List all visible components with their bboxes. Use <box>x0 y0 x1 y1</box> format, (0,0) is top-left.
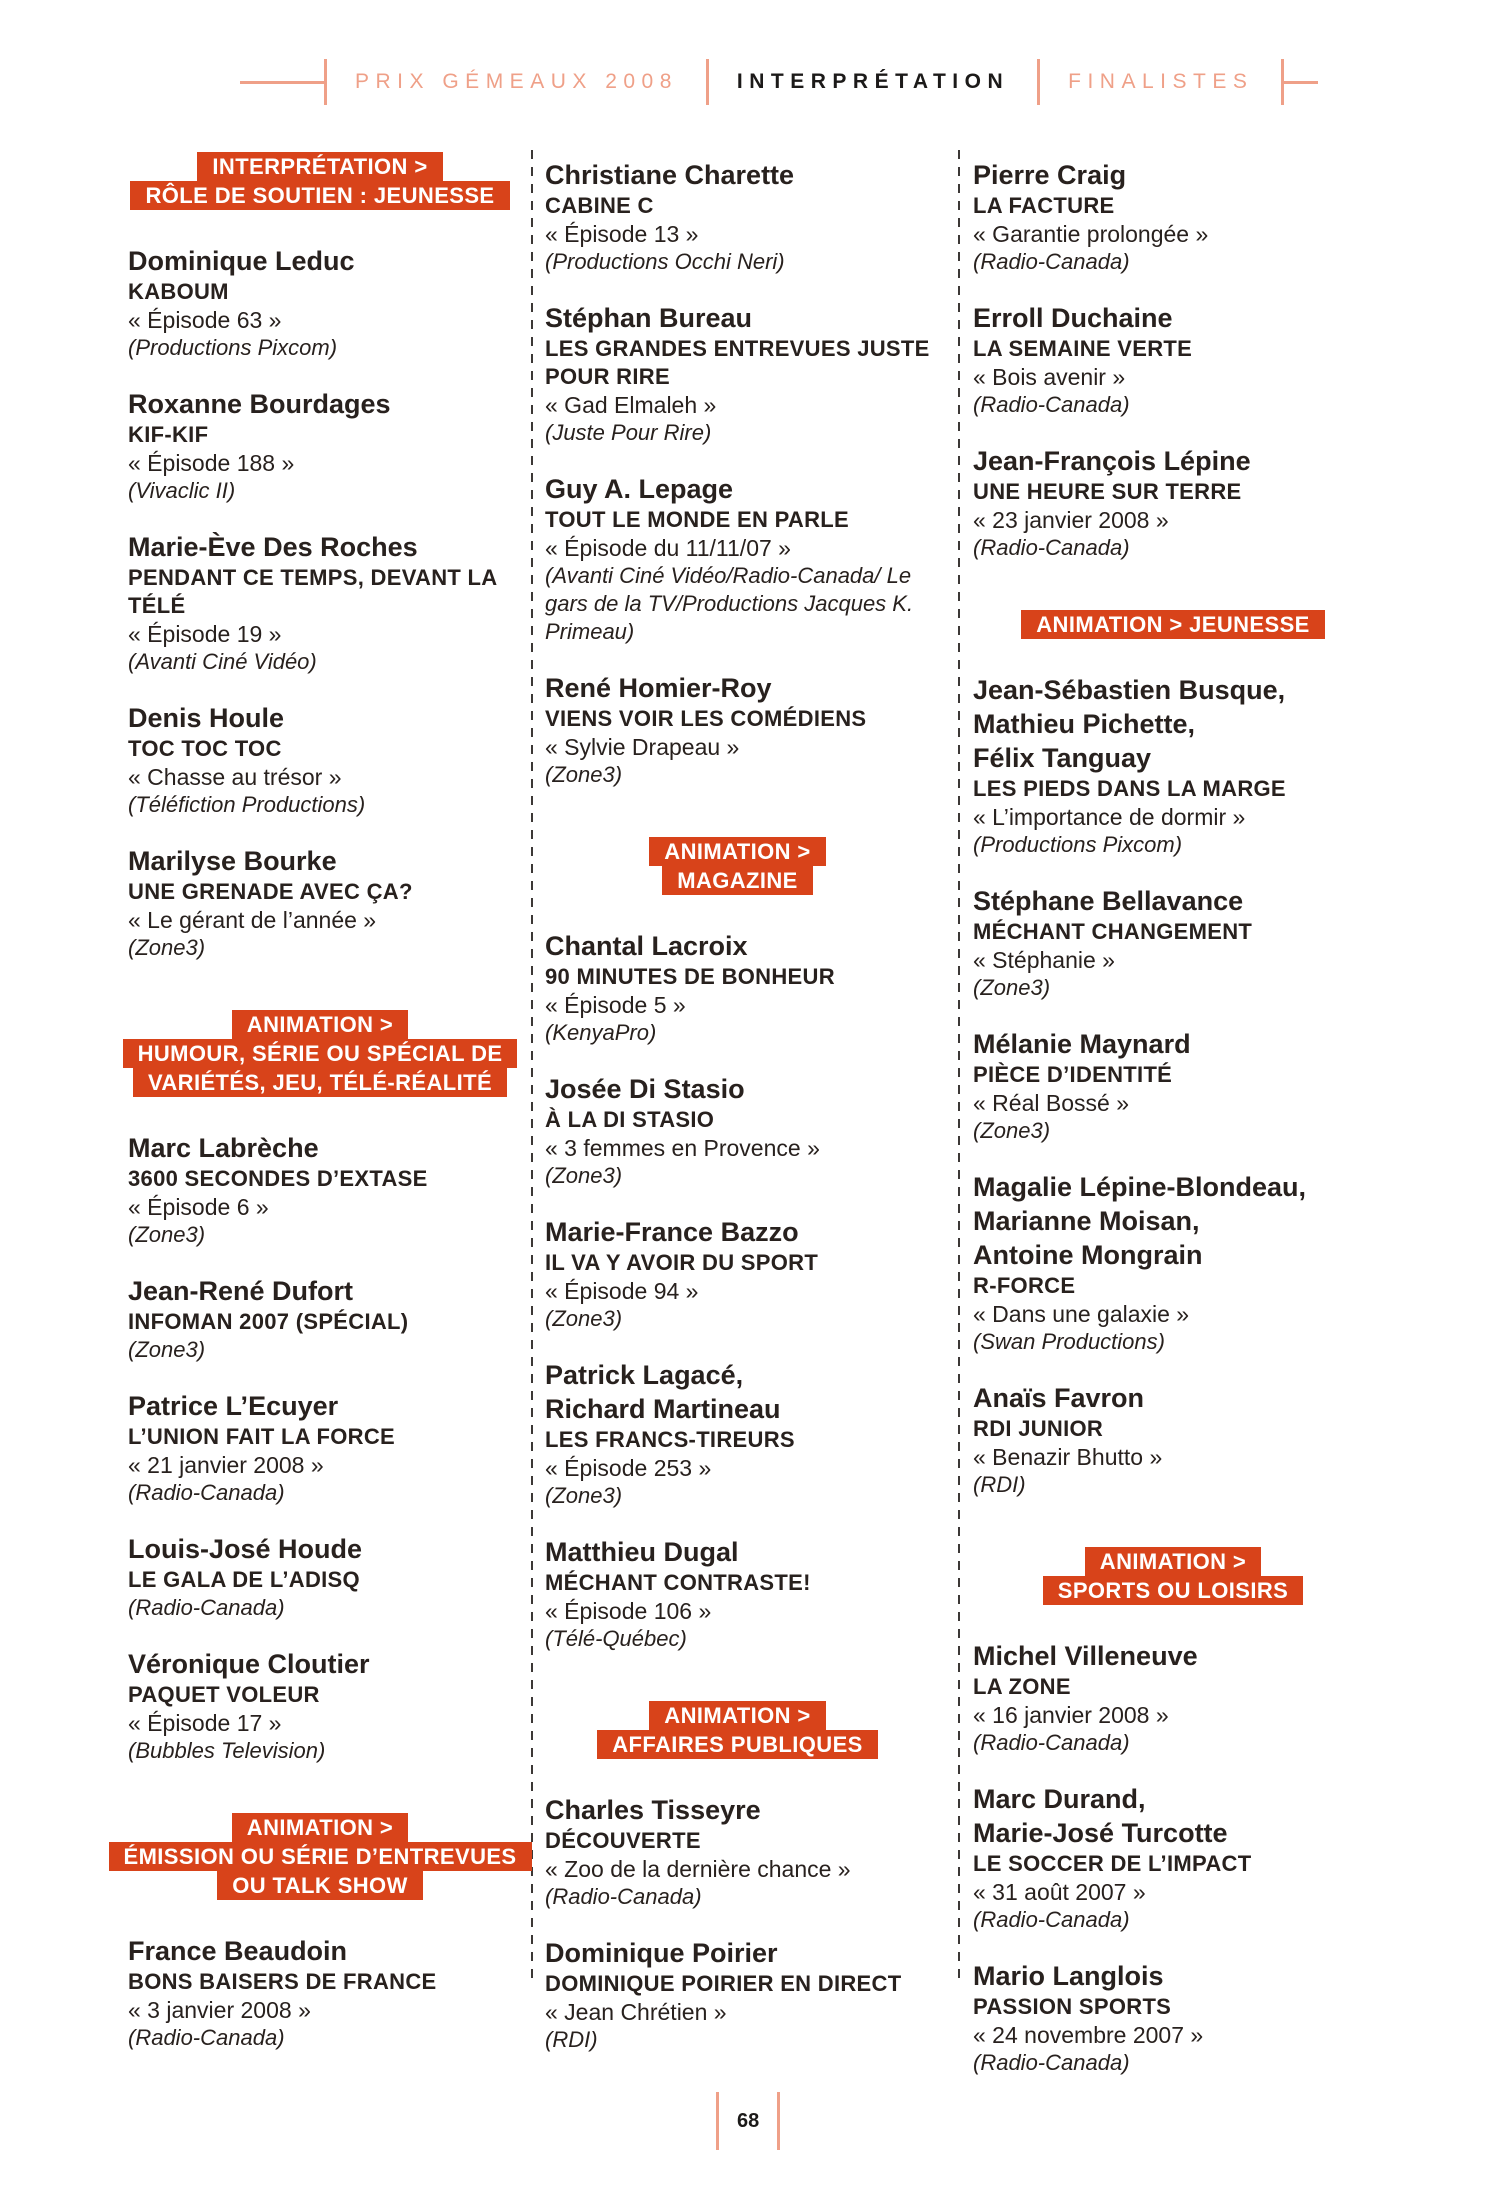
category-badge-line: ANIMATION > <box>232 1010 408 1039</box>
nominee-entry <box>128 1934 512 2052</box>
category-badge-line: OU TALK SHOW <box>217 1871 422 1900</box>
production-company: (Radio-Canada) <box>973 392 1130 417</box>
episode-title: « Épisode 19 » <box>128 621 282 647</box>
episode-title: « 23 janvier 2008 » <box>973 507 1169 533</box>
nominee-entry <box>128 244 512 362</box>
episode-title: « Sylvie Drapeau » <box>545 734 740 760</box>
nominee-name: Dominique Leduc <box>128 246 355 276</box>
nominee-entry <box>545 1936 930 2054</box>
episode-title: « Épisode 106 » <box>545 1598 712 1624</box>
header-rule-left <box>240 81 324 84</box>
production-company: (Radio-Canada) <box>973 1907 1130 1932</box>
column-3 <box>973 158 1373 2102</box>
production-company: (Zone3) <box>545 1306 623 1331</box>
show-title: KIF-KIF <box>128 422 209 447</box>
episode-title: « Le gérant de l’année » <box>128 907 377 933</box>
production-company: (Zone3) <box>545 762 623 787</box>
nominee-name: René Homier-Roy <box>545 673 772 703</box>
production-company: (Radio-Canada) <box>128 1480 285 1505</box>
nominee-name: Louis-José Houde <box>128 1534 363 1564</box>
nominee-entry <box>545 301 930 447</box>
production-company: (Swan Productions) <box>973 1329 1165 1354</box>
nominee-entry <box>128 1647 512 1765</box>
nominee-name: Marie-France Bazzo <box>545 1217 799 1247</box>
column-divider <box>958 150 960 1985</box>
production-company: (Avanti Ciné Vidéo) <box>128 649 317 674</box>
production-company: (Productions Occhi Neri) <box>545 249 785 274</box>
nominee-entry <box>545 1535 930 1653</box>
show-title: LA FACTURE <box>973 193 1115 218</box>
show-title: TOC TOC TOC <box>128 736 282 761</box>
nominee-entry <box>545 1072 930 1190</box>
category-badge-line: MAGAZINE <box>662 866 813 895</box>
category-badge-line: VARIÉTÉS, JEU, TÉLÉ-RÉALITÉ <box>133 1068 507 1097</box>
nominee-name: Richard Martineau <box>545 1394 781 1424</box>
category-badge-line: RÔLE DE SOUTIEN : JEUNESSE <box>130 181 509 210</box>
category-badge <box>973 1547 1373 1605</box>
episode-title: « Benazir Bhutto » <box>973 1444 1163 1470</box>
nominee-entry <box>545 671 930 789</box>
category-badge-line: ÉMISSION OU SÉRIE D’ENTREVUES <box>109 1842 532 1871</box>
nominee-name: Marie-José Turcotte <box>973 1818 1228 1848</box>
production-company: (Zone3) <box>128 1337 206 1362</box>
nominee-name: Antoine Mongrain <box>973 1240 1203 1270</box>
nominee-entry <box>545 1793 930 1911</box>
episode-title: « Épisode 63 » <box>128 307 282 333</box>
show-title: PAQUET VOLEUR <box>128 1682 320 1707</box>
show-title: PASSION SPORTS <box>973 1994 1172 2019</box>
episode-title: « Réal Bossé » <box>973 1090 1129 1116</box>
category-badge-line: HUMOUR, SÉRIE OU SPÉCIAL DE <box>123 1039 518 1068</box>
production-company: (KenyaPro) <box>545 1020 657 1045</box>
episode-title: « Stéphanie » <box>973 947 1115 973</box>
show-title: LES GRANDES ENTREVUES JUSTE POUR RIRE <box>545 336 930 389</box>
show-title: LES FRANCS-TIREURS <box>545 1427 795 1452</box>
episode-title: « L’importance de dormir » <box>973 804 1246 830</box>
nominee-entry <box>973 673 1373 859</box>
page-type-label: FINALISTES <box>1068 70 1254 93</box>
show-title: LES PIEDS DANS LA MARGE <box>973 776 1286 801</box>
nominee-name: Christiane Charette <box>545 160 795 190</box>
section-title: INTERPRÉTATION <box>736 70 1010 93</box>
show-title: KABOUM <box>128 279 229 304</box>
show-title: MÉCHANT CONTRASTE! <box>545 1570 811 1595</box>
nominee-entry <box>973 158 1373 276</box>
nominee-name: Roxanne Bourdages <box>128 389 391 419</box>
production-company: (Radio-Canada) <box>545 1884 702 1909</box>
show-title: L’UNION FAIT LA FORCE <box>128 1424 396 1449</box>
show-title: MÉCHANT CHANGEMENT <box>973 919 1253 944</box>
episode-title: « Garantie prolongée » <box>973 221 1209 247</box>
nominee-name: Marianne Moisan, <box>973 1206 1200 1236</box>
episode-title: « Jean Chrétien » <box>545 1999 727 2025</box>
nominee-entry <box>973 1170 1373 1356</box>
show-title: 3600 SECONDES D’EXTASE <box>128 1166 428 1191</box>
show-title: DÉCOUVERTE <box>545 1828 701 1853</box>
production-company: (Radio-Canada) <box>973 535 1130 560</box>
production-company: (RDI) <box>545 2027 598 2052</box>
production-company: (Vivaclic II) <box>128 478 236 503</box>
episode-title: « 3 janvier 2008 » <box>128 1997 311 2023</box>
category-badge <box>128 1010 512 1097</box>
category-badge-line: ANIMATION > <box>649 837 825 866</box>
column-1 <box>123 152 517 2077</box>
production-company: (RDI) <box>973 1472 1026 1497</box>
category-badge-line: SPORTS OU LOISIRS <box>1043 1576 1304 1605</box>
footer-divider <box>777 2092 780 2150</box>
show-title: LE GALA DE L’ADISQ <box>128 1567 360 1592</box>
show-title: IL VA Y AVOIR DU SPORT <box>545 1250 819 1275</box>
nominee-name: Patrice L’Ecuyer <box>128 1391 339 1421</box>
show-title: UNE HEURE SUR TERRE <box>973 479 1242 504</box>
production-company: (Zone3) <box>128 935 206 960</box>
nominee-entry <box>973 301 1373 419</box>
production-company: (Zone3) <box>973 1118 1051 1143</box>
nominee-name: Patrick Lagacé, <box>545 1360 744 1390</box>
nominee-entry <box>128 844 512 962</box>
nominee-name: Mario Langlois <box>973 1961 1164 1991</box>
nominee-name: Magalie Lépine-Blondeau, <box>973 1172 1307 1202</box>
category-badge <box>973 610 1373 639</box>
production-company: (Bubbles Television) <box>128 1738 326 1763</box>
episode-title: « 16 janvier 2008 » <box>973 1702 1169 1728</box>
episode-title: « Bois avenir » <box>973 364 1126 390</box>
episode-title: « Chasse au trésor » <box>128 764 342 790</box>
show-title: UNE GRENADE AVEC ÇA? <box>128 879 413 904</box>
show-title: INFOMAN 2007 (SPÉCIAL) <box>128 1309 409 1334</box>
episode-title: « 24 novembre 2007 » <box>973 2022 1204 2048</box>
page-number: 68 <box>737 2109 760 2132</box>
production-company: (Radio-Canada) <box>973 2050 1130 2075</box>
episode-title: « Gad Elmaleh » <box>545 392 717 418</box>
nominee-name: Marie-Ève Des Roches <box>128 532 418 562</box>
nominee-name: Erroll Duchaine <box>973 303 1173 333</box>
nominee-name: Josée Di Stasio <box>545 1074 745 1104</box>
nominee-name: Guy A. Lepage <box>545 474 734 504</box>
category-badge-line: ANIMATION > <box>649 1701 825 1730</box>
nominee-entry <box>128 530 512 676</box>
nominee-name: Marc Durand, <box>973 1784 1146 1814</box>
show-title: RDI JUNIOR <box>973 1416 1104 1441</box>
nominee-entry <box>973 1959 1373 2077</box>
nominee-name: Jean-René Dufort <box>128 1276 354 1306</box>
nominee-name: Félix Tanguay <box>973 743 1152 773</box>
nominee-name: Dominique Poirier <box>545 1938 778 1968</box>
episode-title: « Dans une galaxie » <box>973 1301 1190 1327</box>
nominee-name: Michel Villeneuve <box>973 1641 1198 1671</box>
show-title: LE SOCCER DE L’IMPACT <box>973 1851 1252 1876</box>
nominee-name: Chantal Lacroix <box>545 931 748 961</box>
nominee-name: Pierre Craig <box>973 160 1127 190</box>
nominee-entry <box>128 1274 512 1364</box>
episode-title: « Épisode 94 » <box>545 1278 699 1304</box>
nominee-name: Denis Houle <box>128 703 285 733</box>
show-title: À LA DI STASIO <box>545 1107 715 1132</box>
nominee-entry <box>545 929 930 1047</box>
category-badge-line: AFFAIRES PUBLIQUES <box>597 1730 877 1759</box>
nominee-name: Stéphan Bureau <box>545 303 753 333</box>
nominee-name: Marc Labrèche <box>128 1133 319 1163</box>
nominee-entry <box>973 444 1373 562</box>
production-company: (Télé-Québec) <box>545 1626 687 1651</box>
production-company: (Productions Pixcom) <box>973 832 1183 857</box>
show-title: 90 MINUTES DE BONHEUR <box>545 964 835 989</box>
nominee-entry <box>545 1215 930 1333</box>
episode-title: « Épisode 253 » <box>545 1455 712 1481</box>
episode-title: « 21 janvier 2008 » <box>128 1452 324 1478</box>
nominee-entry <box>545 158 930 276</box>
nominee-entry <box>973 1782 1373 1934</box>
show-title: TOUT LE MONDE EN PARLE <box>545 507 850 532</box>
episode-title: « Épisode 17 » <box>128 1710 282 1736</box>
production-company: (Radio-Canada) <box>128 2025 285 2050</box>
show-title: VIENS VOIR LES COMÉDIENS <box>545 706 867 731</box>
production-company: (Zone3) <box>128 1222 206 1247</box>
column-divider <box>531 150 533 1985</box>
category-badge <box>123 1813 517 1900</box>
category-badge-line: ANIMATION > JEUNESSE <box>1021 610 1324 639</box>
nominee-entry <box>545 472 930 646</box>
page-footer <box>716 2092 780 2150</box>
category-badge-line: INTERPRÉTATION > <box>197 152 442 181</box>
nominee-entry <box>973 1381 1373 1499</box>
production-company: (Productions Pixcom) <box>128 335 338 360</box>
episode-title: « Épisode 6 » <box>128 1194 269 1220</box>
nominee-entry <box>973 1027 1373 1145</box>
column-2 <box>545 158 930 2079</box>
event-title: PRIX GÉMEAUX 2008 <box>355 70 678 93</box>
nominee-entry <box>128 701 512 819</box>
show-title: DOMINIQUE POIRIER EN DIRECT <box>545 1971 902 1996</box>
nominee-name: Matthieu Dugal <box>545 1537 739 1567</box>
show-title: PIÈCE D’IDENTITÉ <box>973 1062 1173 1087</box>
episode-title: « 3 femmes en Provence » <box>545 1135 820 1161</box>
nominee-entry <box>128 1532 512 1622</box>
episode-title: « Zoo de la dernière chance » <box>545 1856 851 1882</box>
category-badge <box>545 837 930 895</box>
nominee-entry <box>128 387 512 505</box>
category-badge-line: ANIMATION > <box>232 1813 408 1842</box>
nominee-name: Jean-François Lépine <box>973 446 1251 476</box>
nominee-entry <box>128 1389 512 1507</box>
episode-title: « Épisode 188 » <box>128 450 295 476</box>
episode-title: « 31 août 2007 » <box>973 1879 1146 1905</box>
episode-title: « Épisode 13 » <box>545 221 699 247</box>
nominee-entry <box>973 884 1373 1002</box>
category-badge <box>128 152 512 210</box>
show-title: LA ZONE <box>973 1674 1071 1699</box>
show-title: CABINE C <box>545 193 654 218</box>
nominee-name: Mélanie Maynard <box>973 1029 1191 1059</box>
category-badge <box>545 1701 930 1759</box>
production-company: (Radio-Canada) <box>973 1730 1130 1755</box>
show-title: BONS BAISERS DE FRANCE <box>128 1969 437 1994</box>
header-rule-right <box>1284 81 1318 84</box>
nominee-name: Charles Tisseyre <box>545 1795 761 1825</box>
episode-title: « Épisode du 11/11/07 » <box>545 535 791 561</box>
production-company: (Zone3) <box>545 1483 623 1508</box>
nominee-name: France Beaudoin <box>128 1936 348 1966</box>
nominee-name: Marilyse Bourke <box>128 846 337 876</box>
nominee-entry <box>545 1358 930 1510</box>
page-header <box>240 56 1318 108</box>
episode-title: « Épisode 5 » <box>545 992 686 1018</box>
production-company: (Radio-Canada) <box>128 1595 285 1620</box>
category-badge-line: ANIMATION > <box>1085 1547 1261 1576</box>
nominee-name: Anaïs Favron <box>973 1383 1145 1413</box>
nominee-name: Mathieu Pichette, <box>973 709 1196 739</box>
production-company: (Zone3) <box>973 975 1051 1000</box>
production-company: (Juste Pour Rire) <box>545 420 712 445</box>
nominee-name: Véronique Cloutier <box>128 1649 370 1679</box>
production-company: (Zone3) <box>545 1163 623 1188</box>
production-company: (Radio-Canada) <box>973 249 1130 274</box>
nominee-entry <box>128 1131 512 1249</box>
nominee-name: Jean-Sébastien Busque, <box>973 675 1286 705</box>
nominee-entry <box>973 1639 1373 1757</box>
production-company: (Avanti Ciné Vidéo/Radio-Canada/ Le gars de la TV/Productions Jacques K. Primeau) <box>545 563 914 644</box>
show-title: R-FORCE <box>973 1273 1076 1298</box>
nominee-name: Stéphane Bellavance <box>973 886 1244 916</box>
production-company: (Téléfiction Productions) <box>128 792 366 817</box>
show-title: LA SEMAINE VERTE <box>973 336 1193 361</box>
show-title: PENDANT CE TEMPS, DEVANT LA TÉLÉ <box>128 565 497 618</box>
